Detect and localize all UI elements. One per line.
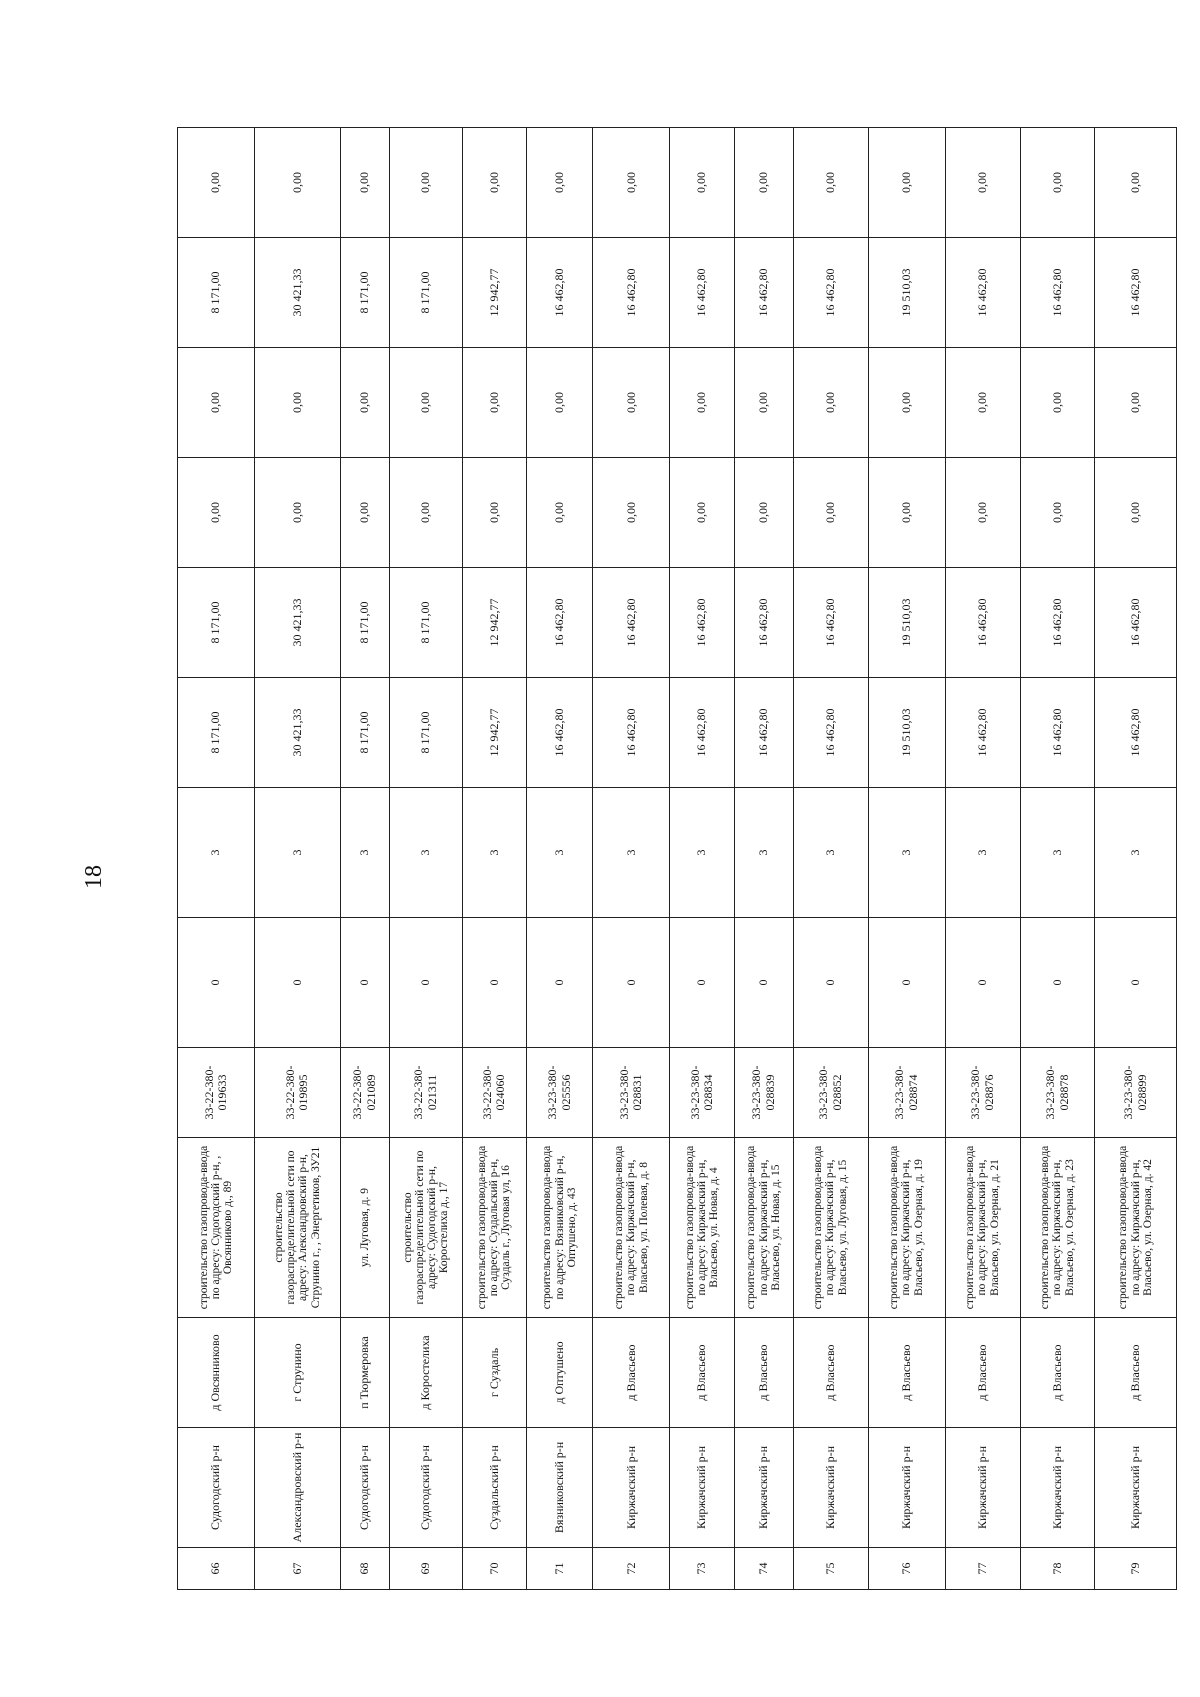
code-cell: 33-23-380-028834 [670, 1048, 734, 1138]
amount-cell: 16 462,80 [734, 568, 793, 678]
amount-cell: 0,00 [340, 458, 389, 568]
amount-cell: 0,00 [1020, 458, 1095, 568]
row-number: 79 [1095, 1548, 1177, 1590]
description-cell: строительство газопровода-ввода по адресу: Вязниковский р-н, Оптушено, д. 43 [527, 1138, 593, 1318]
district-cell: Киржачский р-н [868, 1428, 945, 1548]
row-number: 78 [1020, 1548, 1095, 1590]
district-cell: Судогодский р-н [389, 1428, 462, 1548]
amount-cell: 0,00 [178, 458, 255, 568]
amount-cell: 0,00 [389, 458, 462, 568]
rotated-table-container [177, 128, 1177, 1590]
description-cell: строительство газопровода-ввода по адресу: Киржачский р-н, Власьево, ул. Озерная, д. 21 [945, 1138, 1020, 1318]
settlement-cell: д Власьево [734, 1318, 793, 1428]
table-row [389, 128, 462, 1590]
amount-cell: 8 171,00 [340, 678, 389, 788]
description-cell: строительство газопровода-ввода по адресу: Киржачский р-н, Власьево, ул. Луговая, д. 15 [793, 1138, 868, 1318]
code-cell: 33-22-380-021089 [340, 1048, 389, 1138]
amount-cell: 0,00 [868, 458, 945, 568]
settlement-cell: п Тюрмеровка [340, 1318, 389, 1428]
amount-cell: 16 462,80 [793, 678, 868, 788]
value-cell: 0 [340, 918, 389, 1048]
row-number: 77 [945, 1548, 1020, 1590]
row-number: 75 [793, 1548, 868, 1590]
table-row [340, 128, 389, 1590]
amount-cell: 19 510,03 [868, 568, 945, 678]
amount-cell: 0,00 [868, 128, 945, 238]
district-cell: Киржачский р-н [945, 1428, 1020, 1548]
amount-cell: 0,00 [593, 128, 670, 238]
amount-cell: 0,00 [793, 458, 868, 568]
table-row [670, 128, 734, 1590]
code-cell: 33-22-380-024060 [462, 1048, 526, 1138]
table-body [178, 128, 1177, 1590]
value-cell: 0 [593, 918, 670, 1048]
amount-cell: 0,00 [1095, 128, 1177, 238]
district-cell: Суздальский р-н [462, 1428, 526, 1548]
value-cell: 3 [793, 788, 868, 918]
row-number: 68 [340, 1548, 389, 1590]
table-row [1020, 128, 1095, 1590]
row-number: 74 [734, 1548, 793, 1590]
amount-cell: 8 171,00 [389, 238, 462, 348]
description-cell: строительство газораспределительной сети по адресу: Судогодский р-н, Коростелиха д., 17 [389, 1138, 462, 1318]
amount-cell: 0,00 [527, 348, 593, 458]
district-cell: Киржачский р-н [1095, 1428, 1177, 1548]
amount-cell: 0,00 [793, 128, 868, 238]
row-number: 72 [593, 1548, 670, 1590]
amount-cell: 16 462,80 [945, 678, 1020, 788]
amount-cell: 0,00 [178, 128, 255, 238]
amount-cell: 0,00 [945, 128, 1020, 238]
description-cell: строительство газопровода-ввода по адресу: Киржачский р-н, Власьево, ул. Озерная, д. 23 [1020, 1138, 1095, 1318]
amount-cell: 0,00 [178, 348, 255, 458]
settlement-cell: г Струнино [255, 1318, 341, 1428]
amount-cell: 8 171,00 [389, 678, 462, 788]
value-cell: 3 [734, 788, 793, 918]
settlement-cell: д Власьево [945, 1318, 1020, 1428]
value-cell: 0 [734, 918, 793, 1048]
amount-cell: 16 462,80 [734, 238, 793, 348]
amount-cell: 8 171,00 [340, 238, 389, 348]
amount-cell: 16 462,80 [1020, 238, 1095, 348]
amount-cell: 16 462,80 [734, 678, 793, 788]
amount-cell: 0,00 [945, 348, 1020, 458]
value-cell: 3 [945, 788, 1020, 918]
amount-cell: 19 510,03 [868, 238, 945, 348]
amount-cell: 16 462,80 [670, 678, 734, 788]
amount-cell: 16 462,80 [945, 568, 1020, 678]
code-cell: 33-23-380-028874 [868, 1048, 945, 1138]
code-cell: 33-23-380-025556 [527, 1048, 593, 1138]
settlement-cell: д Власьево [670, 1318, 734, 1428]
code-cell: 33-23-380-028839 [734, 1048, 793, 1138]
amount-cell: 16 462,80 [1095, 678, 1177, 788]
amount-cell: 0,00 [1020, 348, 1095, 458]
description-cell: строительство газопровода-ввода по адресу: Киржачский р-н, Власьево, ул. Озерная, д. 19 [868, 1138, 945, 1318]
row-number: 69 [389, 1548, 462, 1590]
amount-cell: 0,00 [670, 128, 734, 238]
amount-cell: 16 462,80 [793, 238, 868, 348]
amount-cell: 0,00 [945, 458, 1020, 568]
table-row [462, 128, 526, 1590]
table-row [734, 128, 793, 1590]
amount-cell: 0,00 [255, 128, 341, 238]
value-cell: 3 [868, 788, 945, 918]
amount-cell: 0,00 [734, 128, 793, 238]
amount-cell: 0,00 [462, 458, 526, 568]
value-cell: 3 [462, 788, 526, 918]
value-cell: 0 [793, 918, 868, 1048]
row-number: 70 [462, 1548, 526, 1590]
code-cell: 33-22-380-019895 [255, 1048, 341, 1138]
amount-cell: 16 462,80 [793, 568, 868, 678]
table-row [868, 128, 945, 1590]
data-table [177, 127, 1177, 1590]
table-row [793, 128, 868, 1590]
settlement-cell: д Овсянниково [178, 1318, 255, 1428]
amount-cell: 0,00 [527, 458, 593, 568]
amount-cell: 0,00 [670, 458, 734, 568]
description-cell: строительство газопровода-ввода по адресу: Суздальский р-н, Суздаль г., Луговая ул, 16 [462, 1138, 526, 1318]
district-cell: Киржачский р-н [670, 1428, 734, 1548]
amount-cell: 16 462,80 [527, 678, 593, 788]
value-cell: 3 [389, 788, 462, 918]
code-cell: 33-23-380-028831 [593, 1048, 670, 1138]
amount-cell: 0,00 [389, 348, 462, 458]
settlement-cell: д Власьево [868, 1318, 945, 1428]
amount-cell: 16 462,80 [670, 238, 734, 348]
table-row [255, 128, 341, 1590]
description-cell: строительство газопровода-ввода по адресу: Киржачский р-н, Власьево, ул. Озерная, д. 42 [1095, 1138, 1177, 1318]
amount-cell: 0,00 [670, 348, 734, 458]
amount-cell: 0,00 [255, 348, 341, 458]
amount-cell: 0,00 [462, 348, 526, 458]
amount-cell: 12 942,77 [462, 568, 526, 678]
row-number: 66 [178, 1548, 255, 1590]
value-cell: 3 [1095, 788, 1177, 918]
amount-cell: 16 462,80 [593, 238, 670, 348]
value-cell: 0 [868, 918, 945, 1048]
settlement-cell: д Власьево [593, 1318, 670, 1428]
amount-cell: 8 171,00 [178, 238, 255, 348]
district-cell: Судогодский р-н [340, 1428, 389, 1548]
amount-cell: 0,00 [462, 128, 526, 238]
row-number: 67 [255, 1548, 341, 1590]
row-number: 76 [868, 1548, 945, 1590]
value-cell: 0 [389, 918, 462, 1048]
table-row [1095, 128, 1177, 1590]
description-cell: строительство газопровода-ввода по адресу: Киржачский р-н, Власьево, ул. Новая, д. 15 [734, 1138, 793, 1318]
district-cell: Киржачский р-н [793, 1428, 868, 1548]
value-cell: 3 [670, 788, 734, 918]
description-cell: строительство газопровода-ввода по адресу: Киржачский р-н, Власьево, ул. Новая, д. 4 [670, 1138, 734, 1318]
amount-cell: 0,00 [868, 348, 945, 458]
amount-cell: 0,00 [734, 458, 793, 568]
amount-cell: 0,00 [1020, 128, 1095, 238]
amount-cell: 30 421,33 [255, 238, 341, 348]
amount-cell: 8 171,00 [340, 568, 389, 678]
amount-cell: 30 421,33 [255, 678, 341, 788]
amount-cell: 0,00 [389, 128, 462, 238]
description-cell: строительство газораспределительной сети по адресу: Александровский р-н, Струнино г., , Энергетиков, ЗУ21 [255, 1138, 341, 1318]
amount-cell: 16 462,80 [527, 568, 593, 678]
code-cell: 33-22-380-019633 [178, 1048, 255, 1138]
value-cell: 3 [340, 788, 389, 918]
code-cell: 33-22-380-021311 [389, 1048, 462, 1138]
settlement-cell: д Коростелиха [389, 1318, 462, 1428]
code-cell: 33-23-380-028876 [945, 1048, 1020, 1138]
table-row [527, 128, 593, 1590]
amount-cell: 30 421,33 [255, 568, 341, 678]
amount-cell: 12 942,77 [462, 678, 526, 788]
description-cell: строительство газопровода-ввода по адресу: Киржачский р-н, Власьево, ул. Полевая, д. 8 [593, 1138, 670, 1318]
amount-cell: 8 171,00 [178, 678, 255, 788]
amount-cell: 16 462,80 [1095, 568, 1177, 678]
amount-cell: 0,00 [734, 348, 793, 458]
code-cell: 33-23-380-028852 [793, 1048, 868, 1138]
value-cell: 0 [178, 918, 255, 1048]
district-cell: Киржачский р-н [734, 1428, 793, 1548]
amount-cell: 0,00 [593, 458, 670, 568]
amount-cell: 16 462,80 [593, 568, 670, 678]
value-cell: 0 [462, 918, 526, 1048]
district-cell: Киржачский р-н [593, 1428, 670, 1548]
amount-cell: 0,00 [527, 128, 593, 238]
amount-cell: 16 462,80 [670, 568, 734, 678]
district-cell: Вязниковский р-н [527, 1428, 593, 1548]
value-cell: 0 [1095, 918, 1177, 1048]
amount-cell: 0,00 [255, 458, 341, 568]
value-cell: 0 [255, 918, 341, 1048]
district-cell: Судогодский р-н [178, 1428, 255, 1548]
amount-cell: 0,00 [593, 348, 670, 458]
settlement-cell: д Власьево [1095, 1318, 1177, 1428]
district-cell: Александровский р-н [255, 1428, 341, 1548]
amount-cell: 0,00 [793, 348, 868, 458]
value-cell: 3 [255, 788, 341, 918]
amount-cell: 0,00 [1095, 348, 1177, 458]
amount-cell: 8 171,00 [178, 568, 255, 678]
district-cell: Киржачский р-н [1020, 1428, 1095, 1548]
amount-cell: 16 462,80 [945, 238, 1020, 348]
row-number: 71 [527, 1548, 593, 1590]
settlement-cell: д Оптушено [527, 1318, 593, 1428]
amount-cell: 16 462,80 [1020, 568, 1095, 678]
value-cell: 0 [670, 918, 734, 1048]
code-cell: 33-23-380-028878 [1020, 1048, 1095, 1138]
description-cell: ул. Луговая, д. 9 [340, 1138, 389, 1318]
value-cell: 0 [1020, 918, 1095, 1048]
table-row [593, 128, 670, 1590]
amount-cell: 0,00 [340, 128, 389, 238]
amount-cell: 0,00 [340, 348, 389, 458]
amount-cell: 12 942,77 [462, 238, 526, 348]
table-row [945, 128, 1020, 1590]
amount-cell: 0,00 [1095, 458, 1177, 568]
description-cell: строительство газопровода-ввода по адресу: Судогодский р-н, , Овсянниково д., 89 [178, 1138, 255, 1318]
value-cell: 3 [1020, 788, 1095, 918]
value-cell: 0 [945, 918, 1020, 1048]
value-cell: 3 [178, 788, 255, 918]
page-number: 18 [81, 865, 107, 889]
value-cell: 3 [593, 788, 670, 918]
value-cell: 3 [527, 788, 593, 918]
value-cell: 0 [527, 918, 593, 1048]
amount-cell: 8 171,00 [389, 568, 462, 678]
table-row [178, 128, 255, 1590]
amount-cell: 16 462,80 [593, 678, 670, 788]
code-cell: 33-23-380-028899 [1095, 1048, 1177, 1138]
amount-cell: 19 510,03 [868, 678, 945, 788]
amount-cell: 16 462,80 [1095, 238, 1177, 348]
settlement-cell: д Власьево [793, 1318, 868, 1428]
settlement-cell: д Власьево [1020, 1318, 1095, 1428]
amount-cell: 16 462,80 [1020, 678, 1095, 788]
amount-cell: 16 462,80 [527, 238, 593, 348]
row-number: 73 [670, 1548, 734, 1590]
settlement-cell: г Суздаль [462, 1318, 526, 1428]
